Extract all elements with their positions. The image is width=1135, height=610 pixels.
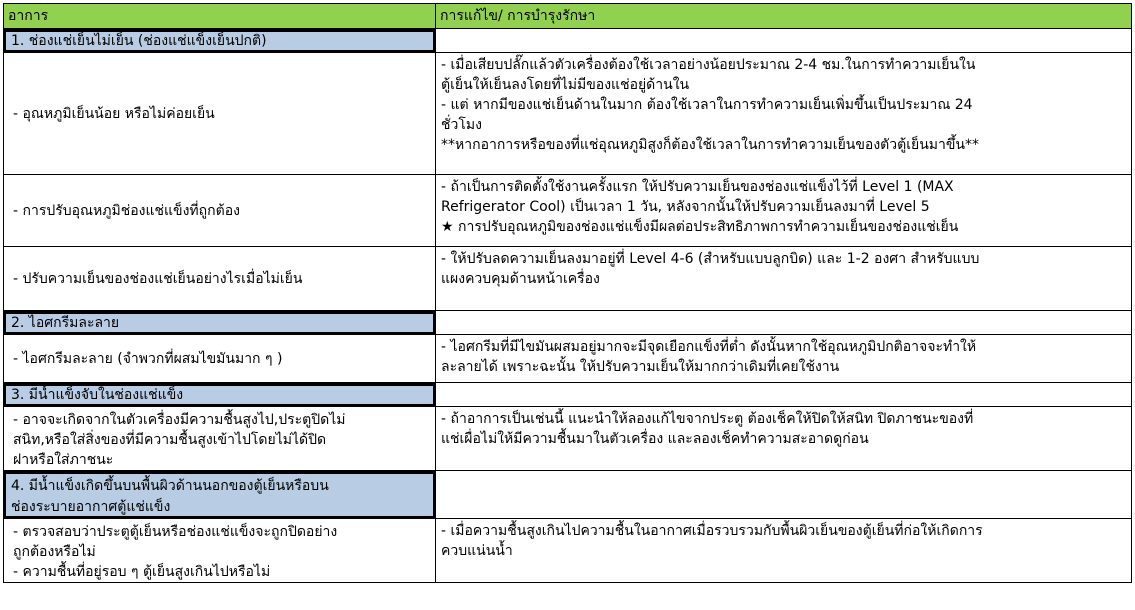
solution-line: Refrigerator Cool) เป็นเวลา 1 วัน, หลังจากนั้นให้ปรับความเย็นลงมาที่ Level 5 [441, 199, 930, 215]
section-title-text: 4. มีน้ำแข็งเกิดขึ้นบนพื้นผิวด้านนอกของตู้เย็นหรือบน ช่องระบายอากาศตู้แช่แข็ง [11, 478, 329, 515]
section-blank-cell [436, 29, 1132, 53]
section-title: 3. มีน้ำแข็งจับในช่องแช่แข็ง [3, 383, 436, 407]
header-symptom: อาการ [3, 3, 436, 29]
solution-cell [436, 175, 1132, 247]
symptom-text: - อาจจะเกิดจากในตัวเครื่องมีความชื้นสูงไป,ประตูปิดไม่ สนิท,หรือใส่สิ่งของที่มีความชื้นสูงเข้าไปโดยไม่ได้ปิด ฝาหรือใส่ภาชนะ [13, 412, 346, 468]
troubleshooting-table [3, 3, 1132, 607]
solution-line: - ถ้าอาการเป็นเช่นนี้ แนะนำให้ลองแก้ไขจากประตู ต้องเช็คให้ปิดให้สนิท ปิดภาชนะของที่ [441, 411, 974, 427]
symptom-text: - ตรวจสอบว่าประตูตู้เย็นหรือช่องแช่แข็งจะถูกปิดอย่าง ถูกต้องหรือไม่ - ความชื้นที่อยู่รอบ ๆ ตู้เย็นสูงเกินไปหรือไม่ [13, 524, 338, 580]
section-blank-cell [436, 383, 1132, 407]
solution-line: - แต่ หากมีของแช่เย็นด้านในมาก ต้องใช้เวลาในการทำความเย็นเพิ่มขึ้นเป็นประมาณ 24 [441, 97, 973, 113]
section-blank-cell [436, 471, 1132, 519]
header-solution: การแก้ไข/ การบำรุงรักษา [436, 3, 1132, 29]
section-title [3, 471, 436, 519]
symptom-text: - การปรับอุณหภูมิช่องแช่แข็งที่ถูกต้อง [13, 202, 240, 219]
solution-cell [436, 407, 1132, 471]
solution-line: - ไอศกรีมที่มีไขมันผสมอยู่มากจะมีจุดเยือกแข็งที่ต่ำ ดังนั้นหากใช้อุณหภูมิปกติอาจจะทำให้ [441, 339, 977, 355]
section-title: 1. ช่องแช่เย็นไม่เย็น (ช่องแช่แข็งเย็นปกติ) [3, 29, 436, 53]
solution-line: - เมื่อความชื้นสูงเกินไปความชื้นในอากาศเมื่อรวบรวมกับพื้นผิวเย็นของตู้เย็นที่ก่อให้เกิดการ [441, 523, 983, 539]
section-blank-cell [436, 311, 1132, 335]
symptom-cell [3, 53, 436, 175]
solution-line: ตู้เย็นให้เย็นลงโดยที่ไม่มีของแช่อยู่ด้านใน [441, 77, 690, 93]
symptom-text: - ไอศกรีมละลาย (จำพวกที่ผสมไขมันมาก ๆ ) [13, 350, 283, 367]
section-title: 2. ไอศกรีมละลาย [3, 311, 436, 335]
symptom-text: - อุณหภูมิเย็นน้อย หรือไม่ค่อยเย็น [13, 105, 215, 122]
symptom-cell [3, 247, 436, 311]
solution-line: ควบแน่นน้ำ [441, 543, 513, 559]
solution-line: - ถ้าเป็นการติดตั้งใช้งานครั้งแรก ให้ปรับความเย็นของช่องแช่แข็งไว้ที่ Level 1 (MAX [441, 179, 954, 195]
solution-cell [436, 335, 1132, 383]
symptom-cell [3, 407, 436, 471]
solution-line: ★ การปรับอุณหภูมิของช่องแช่แข็งมีผลต่อประสิทธิภาพการทำความเย็นของช่องแช่เย็น [441, 219, 959, 235]
solution-line: แผงควบคุมด้านหน้าเครื่อง [441, 271, 600, 287]
solution-line: ละลายได้ เพราะฉะนั้น ให้ปรับความเย็นให้มากกว่าเดิมที่เคยใช้งาน [441, 359, 840, 375]
symptom-cell [3, 175, 436, 247]
solution-cell [436, 53, 1132, 175]
solution-line: - ให้ปรับลดความเย็นลงมาอยู่ที่ Level 4-6 (สำหรับแบบลูกบิด) และ 1-2 องศา สำหรับแบบ [441, 251, 980, 267]
solution-cell [436, 247, 1132, 311]
solution-line: ชั่วโมง [441, 117, 482, 133]
symptom-cell [3, 335, 436, 383]
symptom-text: - ปรับความเย็นของช่องแช่เย็นอย่างไรเมื่อไม่เย็น [13, 270, 303, 287]
solution-line: **หากอาการหรือของที่แช่อุณหภูมิสูงก็ต้องใช้เวลาในการทำความเย็นของตัวตู้เย็นมาขึ้น** [441, 137, 979, 153]
solution-line: - เมื่อเสียบปลั๊กแล้วตัวเครื่องต้องใช้เวลาอย่างน้อยประมาณ 2-4 ชม.ในการทำความเย็นใน [441, 57, 976, 73]
solution-line: แช่เผื่อไม่ให้มีความชื้นมาในตัวเครื่อง และลองเช็คทำความสะอาดดูก่อน [441, 431, 869, 447]
symptom-cell [3, 519, 436, 583]
solution-cell [436, 519, 1132, 583]
